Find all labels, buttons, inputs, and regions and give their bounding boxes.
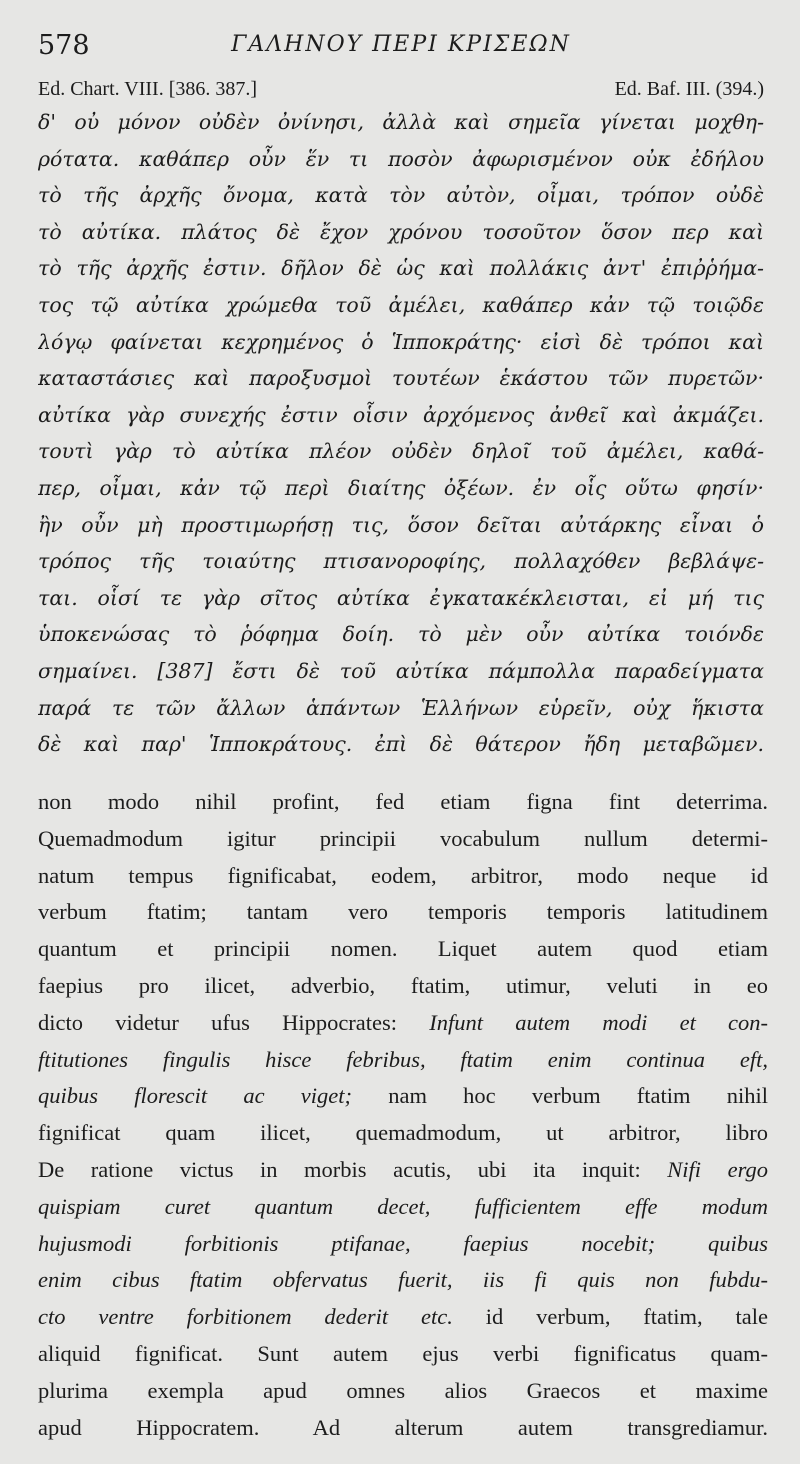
greek-line: περ, οἶμαι, κἀν τῷ περὶ διαίτης ὀξέων. ἐν οἷς οὕτω φησίν· (38, 475, 764, 500)
latin-line: plurima exempla apud omnes alios Graecos et maxime (38, 1377, 768, 1403)
latin-line: hujusmodi forbitionis ptifanae, faepius nocebit; quibus (38, 1230, 768, 1256)
latin-line (38, 1005, 768, 1042)
latin-line: enim cibus ftatim obfervatus fuerit, iis fi quis non fubdu- (38, 1267, 768, 1293)
latin-line: aliquid fignificat. Sunt autem ejus verbi fignificatus quam- (38, 1340, 768, 1366)
page-number: 578 (38, 30, 90, 61)
page-header (38, 30, 764, 70)
latin-line (38, 1078, 768, 1115)
greek-line: τρόπος τῆς τοιαύτης πτισανοροφίης, πολλαχόθεν βεβλάψε- (38, 549, 764, 574)
greek-line: δὲ καὶ παρ' Ἱπποκράτους. ἐπὶ δὲ θάτερον ἤδη μεταβῶμεν. (38, 732, 764, 757)
greek-line: δ' οὐ μόνον οὐδὲν ὀνίνησι, ἀλλὰ καὶ σημεῖα γίνεται μοχθη- (38, 110, 764, 134)
running-title: ΓΑΛΗΝΟΥ ΠΕΡΙ ΚΡΙΣΕΩΝ (231, 32, 571, 57)
greek-line: τὸ αὐτίκα. πλάτος δὲ ἔχον χρόνου τοσοῦτον ὅσον περ καὶ (38, 219, 764, 244)
greek-line: σημαίνει. [387] ἔστι δὲ τοῦ αὐτίκα πάμπολλα παραδείγματα (38, 658, 764, 683)
latin-roman-segment: nam hoc verbum ftatim nihil (388, 1083, 768, 1109)
latin-roman-segment: dicto videtur ufus Hippocrates: (38, 1009, 398, 1035)
latin-line (38, 1299, 768, 1336)
latin-line: fignificat quam ilicet, quemadmodum, ut arbitror, libro (38, 1120, 768, 1146)
latin-line: quispiam curet quantum decet, fufficientem effe modum (38, 1193, 768, 1219)
latin-line: quantum et principii nomen. Liquet autem quod etiam (38, 936, 768, 962)
latin-roman-segment: id verbum, ftatim, tale (485, 1304, 768, 1330)
latin-line: non modo nihil profint, fed etiam figna fint deterrima. (38, 789, 768, 814)
edition-chartier: Ed. Chart. VIII. [386. 387.] (38, 78, 258, 100)
greek-line: τουτὶ γὰρ τὸ αὐτίκα πλέον οὐδὲν δηλοῖ τοῦ ἀμέλει, καθά- (38, 439, 764, 464)
greek-line: τὸ τῆς ἀρχῆς ἐστιν. δῆλον δὲ ὡς καὶ πολλάκις ἀντ' ἐπιῤῥήμα- (38, 256, 764, 281)
greek-line: καταστάσιες καὶ παροξυσμοὶ τουτέων ἑκάστου τῶν πυρετῶν· (38, 366, 764, 391)
hippocrates-quote: quibus florescit ac viget; (38, 1083, 352, 1109)
latin-line: ftitutiones fingulis hisce febribus, ftatim enim continua eft, (38, 1046, 768, 1072)
greek-line: ρότατα. καθάπερ οὖν ἕν τι ποσὸν ἀφωρισμένον οὐκ ἐδήλου (38, 146, 764, 171)
edition-reference-line (38, 78, 764, 104)
latin-line: verbum ftatim; tantam vero temporis temporis latitudinem (38, 899, 768, 925)
greek-line: τος τῷ αὐτίκα χρώμεθα τοῦ ἀμέλει, καθάπερ κἀν τῷ τοιῷδε (38, 292, 764, 317)
greek-line: παρά τε τῶν ἄλλων ἁπάντων Ἑλλήνων εὑρεῖν, οὐχ ἥκιστα (38, 695, 764, 720)
latin-line: faepius pro ilicet, adverbio, ftatim, utimur, veluti in eo (38, 972, 768, 998)
greek-text-block (38, 104, 764, 763)
greek-line: ἢν οὖν μὴ προστιμωρήσῃ τις, ὅσον δεῖται αὐτάρκης εἶναι ὁ (38, 512, 764, 537)
edition-basel: Ed. Baf. III. (394.) (614, 78, 764, 100)
hippocrates-quote: Nifi ergo (667, 1156, 768, 1182)
greek-line: αὐτίκα γὰρ συνεχής ἐστιν οἷσιν ἀρχόμενος ἀνθεῖ καὶ ἀκμάζει. (38, 402, 764, 427)
latin-line: Quemadmodum igitur principii vocabulum nullum determi- (38, 825, 768, 851)
latin-text-block (38, 784, 768, 1446)
latin-roman-segment: De ratione victus in morbis acutis, ubi ita inquit: (38, 1156, 641, 1182)
hippocrates-quote: Infunt autem modi et con- (429, 1009, 768, 1035)
greek-line: λόγῳ φαίνεται κεχρημένος ὁ Ἱπποκράτης· εἰσὶ δὲ τρόποι καὶ (38, 329, 764, 354)
greek-line: τὸ τῆς ἀρχῆς ὄνομα, κατὰ τὸν αὐτὸν, οἶμαι, τρόπον οὐδὲ (38, 183, 764, 208)
hippocrates-quote: cto ventre forbitionem dederit etc. (38, 1304, 453, 1330)
greek-line: ὑποκενώσας τὸ ῥόφημα δοίη. τὸ μὲν οὖν αὐτίκα τοιόνδε (38, 622, 764, 647)
latin-line (38, 1152, 768, 1189)
latin-line: natum tempus fignificabat, eodem, arbitror, modo neque id (38, 862, 768, 888)
latin-line: apud Hippocratem. Ad alterum autem transgrediamur. (38, 1414, 768, 1440)
greek-line: ται. οἷσί τε γὰρ σῖτος αὐτίκα ἐγκατακέκλεισται, εἰ μή τις (38, 585, 764, 610)
